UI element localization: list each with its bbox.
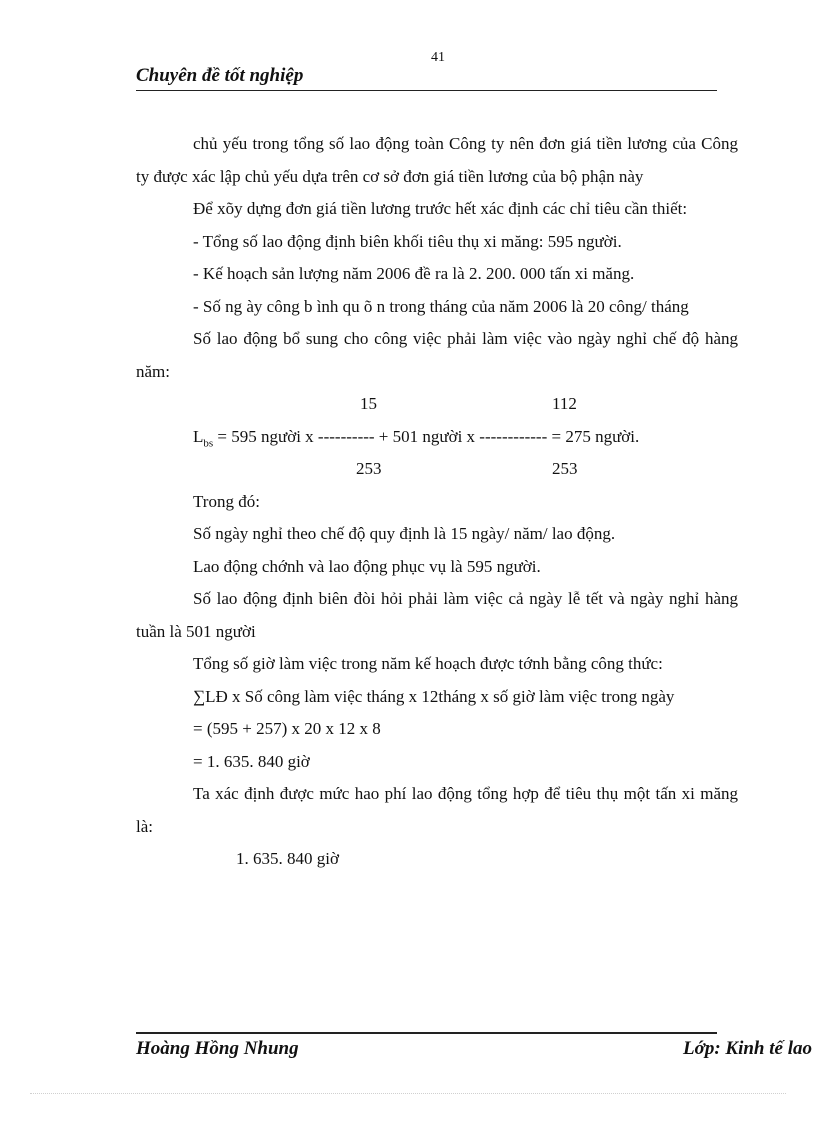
footer-divider bbox=[136, 1032, 717, 1034]
paragraph-cost-per-ton: Ta xác định được mức hao phí lao động tổng hợp để tiêu thụ một tấn xi măng là: bbox=[136, 784, 738, 836]
formula-hours-definition: ∑LĐ x Số công làm việc tháng x 12tháng x số giờ làm việc trong ngày bbox=[193, 686, 675, 706]
formula-hours-expression: = (595 + 257) x 20 x 12 x 8 bbox=[193, 719, 381, 738]
paragraph-total-hours: Tổng số giờ làm việc trong năm kế hoạch được tớnh bằng công thức: bbox=[193, 654, 663, 673]
formula-lhs: L bbox=[193, 426, 204, 446]
page-number: 41 bbox=[431, 50, 445, 65]
paragraph-main-workers: Lao động chớnh và lao động phục vụ là 595 người. bbox=[193, 556, 541, 576]
formula-numerator-2: 112 bbox=[552, 394, 577, 413]
document-body bbox=[136, 128, 738, 876]
paragraph-where: Trong đó: bbox=[193, 491, 260, 511]
formula-main-line bbox=[136, 421, 738, 454]
header-divider bbox=[136, 90, 717, 91]
paragraph-days-off: Số ngày nghỉ theo chế độ quy định là 15 ngày/ năm/ lao động. bbox=[193, 524, 616, 543]
formula-denominator-2: 253 bbox=[552, 459, 578, 478]
bullet-total-workers: - Tổng số lao động định biên khối tiêu thụ xi măng: 595 người. bbox=[193, 231, 622, 251]
formula-cost-numerator: 1. 635. 840 giờ bbox=[236, 849, 339, 868]
page-bottom-border bbox=[30, 1093, 786, 1094]
formula-denominators bbox=[136, 453, 738, 486]
footer-class: Lớp: Kinh tế lao bbox=[683, 1038, 812, 1059]
formula-numerator-1: 15 bbox=[360, 394, 377, 413]
formula-hours-result: = 1. 635. 840 giờ bbox=[193, 751, 310, 771]
footer-author: Hoàng Hồng Nhung bbox=[136, 1038, 299, 1059]
formula-numerators bbox=[136, 388, 738, 421]
bullet-output-plan: - Kế hoạch sản lượng năm 2006 đề ra là 2. 200. 000 tấn xi măng. bbox=[193, 264, 635, 283]
paragraph-intro: Để xõy dựng đơn giá tiền lương trước hết xác định các chỉ tiêu cần thiết: bbox=[193, 199, 688, 218]
header-title: Chuyên đề tốt nghiệp bbox=[136, 65, 304, 86]
paragraph-holiday-workers: Số lao động định biên đòi hỏi phải làm việc cả ngày lễ tết và ngày nghỉ hàng tuần là 501 người bbox=[136, 589, 738, 641]
paragraph-supplement: Số lao động bổ sung cho công việc phải làm việc vào ngày nghỉ chế độ hàng năm: bbox=[136, 329, 738, 381]
formula-denominator-1: 253 bbox=[356, 459, 382, 478]
paragraph-continuation: chủ yếu trong tổng số lao động toàn Công ty nên đơn giá tiền lương của Công ty được xác lập chủ yếu dựa trên cơ sở đơn giá tiền lương của bộ phận này bbox=[136, 134, 738, 186]
formula-lhs-subscript: bs bbox=[203, 436, 214, 449]
formula-rhs: = 595 người x ---------- + 501 người x ------------ = 275 người. bbox=[213, 426, 640, 446]
bullet-working-days: - Số ng ày công b ình qu õ n trong tháng của năm 2006 là 20 công/ tháng bbox=[193, 296, 689, 316]
